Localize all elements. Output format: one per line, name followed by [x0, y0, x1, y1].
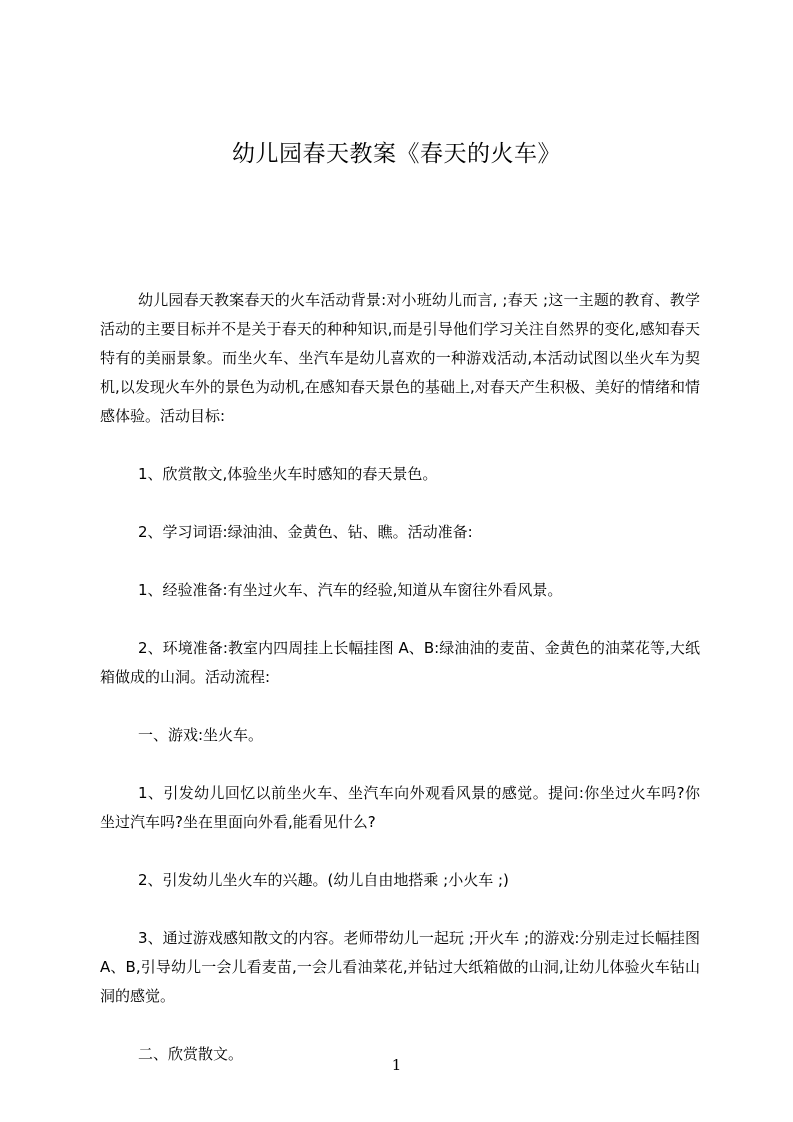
paragraph-goal-2: 2、学习词语:绿油油、金黄色、钻、瞧。活动准备: [138, 523, 473, 541]
paragraph-step-3: 3、通过游戏感知散文的内容。老师带幼儿一起玩 ;开火车 ;的游戏:分别走过长幅挂图A、B,引导幼儿一会儿看麦苗,一会儿看油菜花,并钻过大纸箱做的山洞,让幼儿体验火车钻山洞的感觉。 [100, 929, 700, 1005]
paragraph-prep-1: 1、经验准备:有坐过火车、汽车的经验,知道从车窗往外看风景。 [138, 581, 563, 599]
paragraph-step-2: 2、引发幼儿坐火车的兴趣。(幼儿自由地搭乘 ;小火车 ;) [138, 871, 509, 889]
paragraph-prep-2: 2、环境准备:教室内四周挂上长幅挂图 A、B:绿油油的麦苗、金黄色的油菜花等,大纸箱做成的山洞。活动流程: [100, 639, 700, 686]
paragraph-section-2-heading: 二、欣赏散文。 [138, 1045, 244, 1063]
paragraph-goal-1: 1、欣赏散文,体验坐火车时感知的春天景色。 [138, 465, 438, 483]
paragraph-section-1-heading: 一、游戏:坐火车。 [138, 726, 264, 744]
paragraph-background: 幼儿园春天教案春天的火车活动背景:对小班幼儿而言, ;春天 ;这一主题的教育、教学活动的主要目标并不是关于春天的种种知识,而是引导他们学习关注自然界的变化,感知春天特有的美丽景象。而坐火车、坐汽车是幼儿喜欢的一种游戏活动,本活动试图以坐火车为契机,以发现火车外的景色为动机,在感知春天景色的基础上,对春天产生积极、美好的情绪和情感体验。活动目标: [100, 291, 700, 425]
document-title: 幼儿园春天教案《春天的火车》 [232, 141, 561, 167]
paragraph-step-1: 1、引发幼儿回忆以前坐火车、坐汽车向外观看风景的感觉。提问:你坐过火车吗?你坐过汽车吗?坐在里面向外看,能看见什么? [100, 784, 700, 831]
document-body [100, 286, 700, 1069]
page-number: 1 [391, 1056, 402, 1074]
